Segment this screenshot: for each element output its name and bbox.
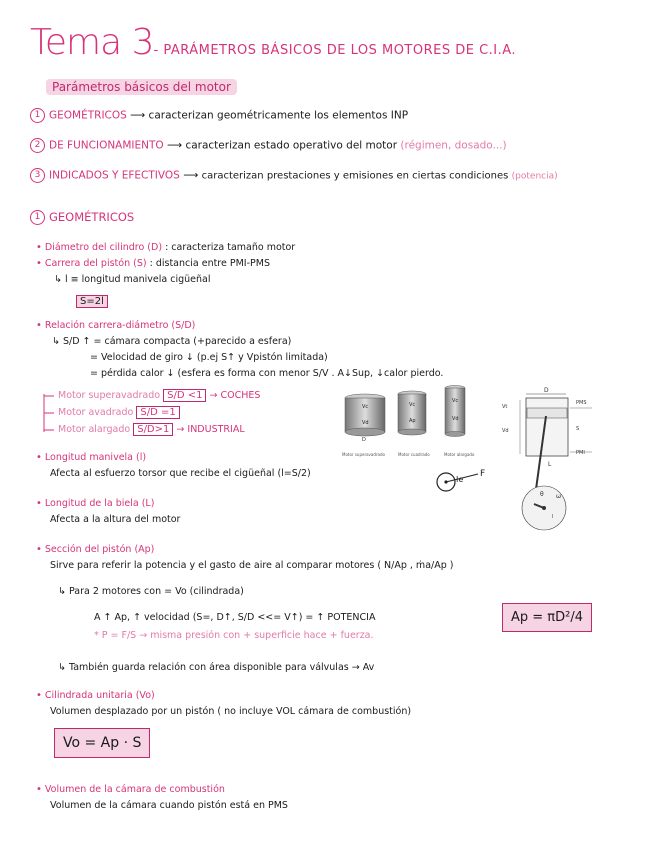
label-pms: PMS	[576, 400, 587, 406]
motor-use: → COCHES	[209, 390, 261, 401]
camara-item: • Volumen de la cámara de combustión	[36, 784, 225, 795]
term: Longitud de la biela (L)	[44, 498, 155, 509]
caption: Motor cuadrado	[398, 452, 430, 457]
label-vt: Vt	[502, 404, 508, 410]
term: Sección del pistón (Ap)	[44, 544, 155, 555]
label-vd: Vd	[502, 428, 509, 434]
relacion-item: • Relación carrera-diámetro (S/D)	[36, 320, 196, 331]
category-desc: caracterizan geométricamente los elementos INP	[148, 109, 409, 122]
seccion-line-2: A ↑ Ap, ↑ velocidad (S=, D↑, S/D <<= V↑) = ↑ POTENCIA	[94, 612, 376, 623]
number-circle: 2	[30, 138, 45, 153]
motor-use: → INDUSTRIAL	[176, 424, 245, 435]
seccion-line-3: * P = F/S → misma presión con + superficie hace + fuerza.	[94, 630, 374, 641]
carrera-item: • Carrera del pistón (S) : distancia entre PMI-PMS	[36, 258, 270, 269]
cylinders-figure	[340, 384, 486, 464]
ratio-box: S/D =1	[136, 406, 179, 419]
crank-figure	[496, 386, 614, 536]
section-heading	[30, 210, 134, 225]
number-circle: 1	[30, 108, 45, 123]
seccion-item: • Sección del pistón (Ap)	[36, 544, 155, 555]
category-label: INDICADOS Y EFECTIVOS	[49, 169, 180, 182]
motor-row-2	[58, 407, 180, 418]
cilindrada-item: • Cilindrada unitaria (Vo)	[36, 690, 155, 701]
subtitle-highlight: Parámetros básicos del motor	[46, 79, 237, 95]
category-note: (régimen, dosado...)	[400, 139, 507, 152]
seccion-desc	[50, 560, 453, 571]
label-vc: Vc	[362, 404, 369, 410]
label-pmi: PMI	[576, 450, 585, 456]
label-ap: Ap	[409, 418, 416, 424]
category-desc: caracterizan estado operativo del motor	[185, 139, 398, 152]
motor-row-3	[58, 424, 245, 435]
carrera-sub: ↳ l ≡ longitud manivela cigüeñal	[54, 274, 211, 285]
label-vc: Vc	[409, 402, 416, 408]
number-circle: 3	[30, 168, 45, 183]
relacion-line-2: = Velocidad de giro ↓ (p.ej S↑ y Vpistón limitada)	[90, 352, 328, 363]
formula-box: S=2l	[76, 295, 108, 308]
label-l-manivela: l	[552, 514, 554, 520]
category-note: (potencia)	[511, 171, 558, 182]
force-label: F	[480, 469, 486, 479]
arrow-icon: ⟶	[167, 139, 183, 152]
formula-box: Vo = Ap · S	[54, 728, 150, 758]
label-s: S	[576, 426, 580, 432]
term: Relación carrera-diámetro (S/D)	[44, 320, 196, 331]
ap-formula	[502, 606, 592, 625]
motor-row-1	[58, 390, 260, 401]
seccion-line-1: ↳ Para 2 motores con = Vo (cilindrada)	[58, 586, 244, 597]
title-rest: - PARÁMETROS BÁSICOS DE LOS MOTORES DE C.I.A.	[153, 43, 517, 58]
relacion-line-1: ↳ S/D ↑ = cámara compacta (+parecido a esfera)	[52, 336, 292, 347]
label-l-biela: L	[548, 461, 552, 468]
label-vd: Vd	[452, 416, 459, 422]
subtitle	[46, 76, 237, 95]
ratios: ( N/Ap , ṁa/Ap )	[377, 560, 454, 571]
label-omega: ω	[556, 493, 562, 500]
ratio-box: S/D <1	[163, 389, 206, 402]
label-d: D	[544, 387, 549, 394]
motor-label: Motor alargado	[58, 424, 131, 435]
cilindrada-desc: Volumen desplazado por un pistón ( no incluye VOL cámara de combustión)	[50, 706, 412, 717]
torque-diagram	[434, 466, 504, 496]
motor-label: Motor superavadrado	[58, 390, 161, 401]
category-label: DE FUNCIONAMIENTO	[49, 139, 164, 152]
formula-box: Ap = πD²/4	[502, 603, 592, 632]
biela-desc: Afecta a la altura del motor	[50, 514, 181, 525]
page-title	[30, 22, 516, 63]
term: Longitud manivela (l)	[44, 452, 147, 463]
category-2	[30, 138, 507, 153]
label-vd: Vd	[362, 420, 369, 426]
motor-label: Motor avadrado	[58, 407, 134, 418]
label-theta: θ	[540, 491, 544, 498]
seccion-line-4: ↳ También guarda relación con área disponible para válvulas → Av	[58, 662, 375, 673]
manivela-desc: Afecta al esfuerzo torsor que recibe el cigüeñal (l=S/2)	[50, 468, 311, 479]
ratio-box: S/D>1	[133, 423, 173, 436]
carrera-formula	[76, 289, 108, 308]
arrow-icon: ⟶	[130, 109, 146, 122]
category-label: GEOMÉTRICOS	[49, 109, 127, 122]
diametro-item: • Diámetro del cilindro (D) : caracteriza tamaño motor	[36, 242, 296, 253]
bracket-arrows	[40, 392, 56, 440]
number-circle: 1	[30, 210, 45, 225]
section-label: GEOMÉTRICOS	[49, 210, 135, 224]
desc: : distancia entre PMI-PMS	[149, 258, 270, 269]
torque-label: Ie	[456, 475, 464, 484]
term: Carrera del pistón (S)	[44, 258, 147, 269]
label-d: D	[362, 437, 366, 443]
manivela-item: • Longitud manivela (l)	[36, 452, 147, 463]
vo-formula	[54, 732, 150, 751]
category-1	[30, 108, 408, 123]
caption: Motor alargado	[444, 452, 475, 457]
term: Diámetro del cilindro (D)	[44, 242, 163, 253]
biela-item: • Longitud de la biela (L)	[36, 498, 155, 509]
category-desc: caracterizan prestaciones y emisiones en ciertas condiciones	[201, 170, 509, 182]
label-vc: Vc	[452, 398, 459, 404]
term: Volumen de la cámara de combustión	[44, 784, 225, 795]
desc: : caracteriza tamaño motor	[165, 242, 296, 253]
term: Cilindrada unitaria (Vo)	[44, 690, 155, 701]
title-main: Tema 3	[30, 22, 154, 63]
arrow-icon: ⟶	[183, 169, 199, 182]
relacion-line-3: = pérdida calor ↓ (esfera es forma con menor S/V . A↓Sup, ↓calor pierdo.	[90, 368, 444, 379]
desc: Sirve para referir la potencia y el gasto de aire al comparar motores	[50, 560, 375, 571]
camara-desc: Volumen de la cámara cuando pistón está en PMS	[50, 800, 288, 811]
category-3	[30, 168, 558, 183]
caption: Motor superavadrado	[342, 452, 385, 457]
